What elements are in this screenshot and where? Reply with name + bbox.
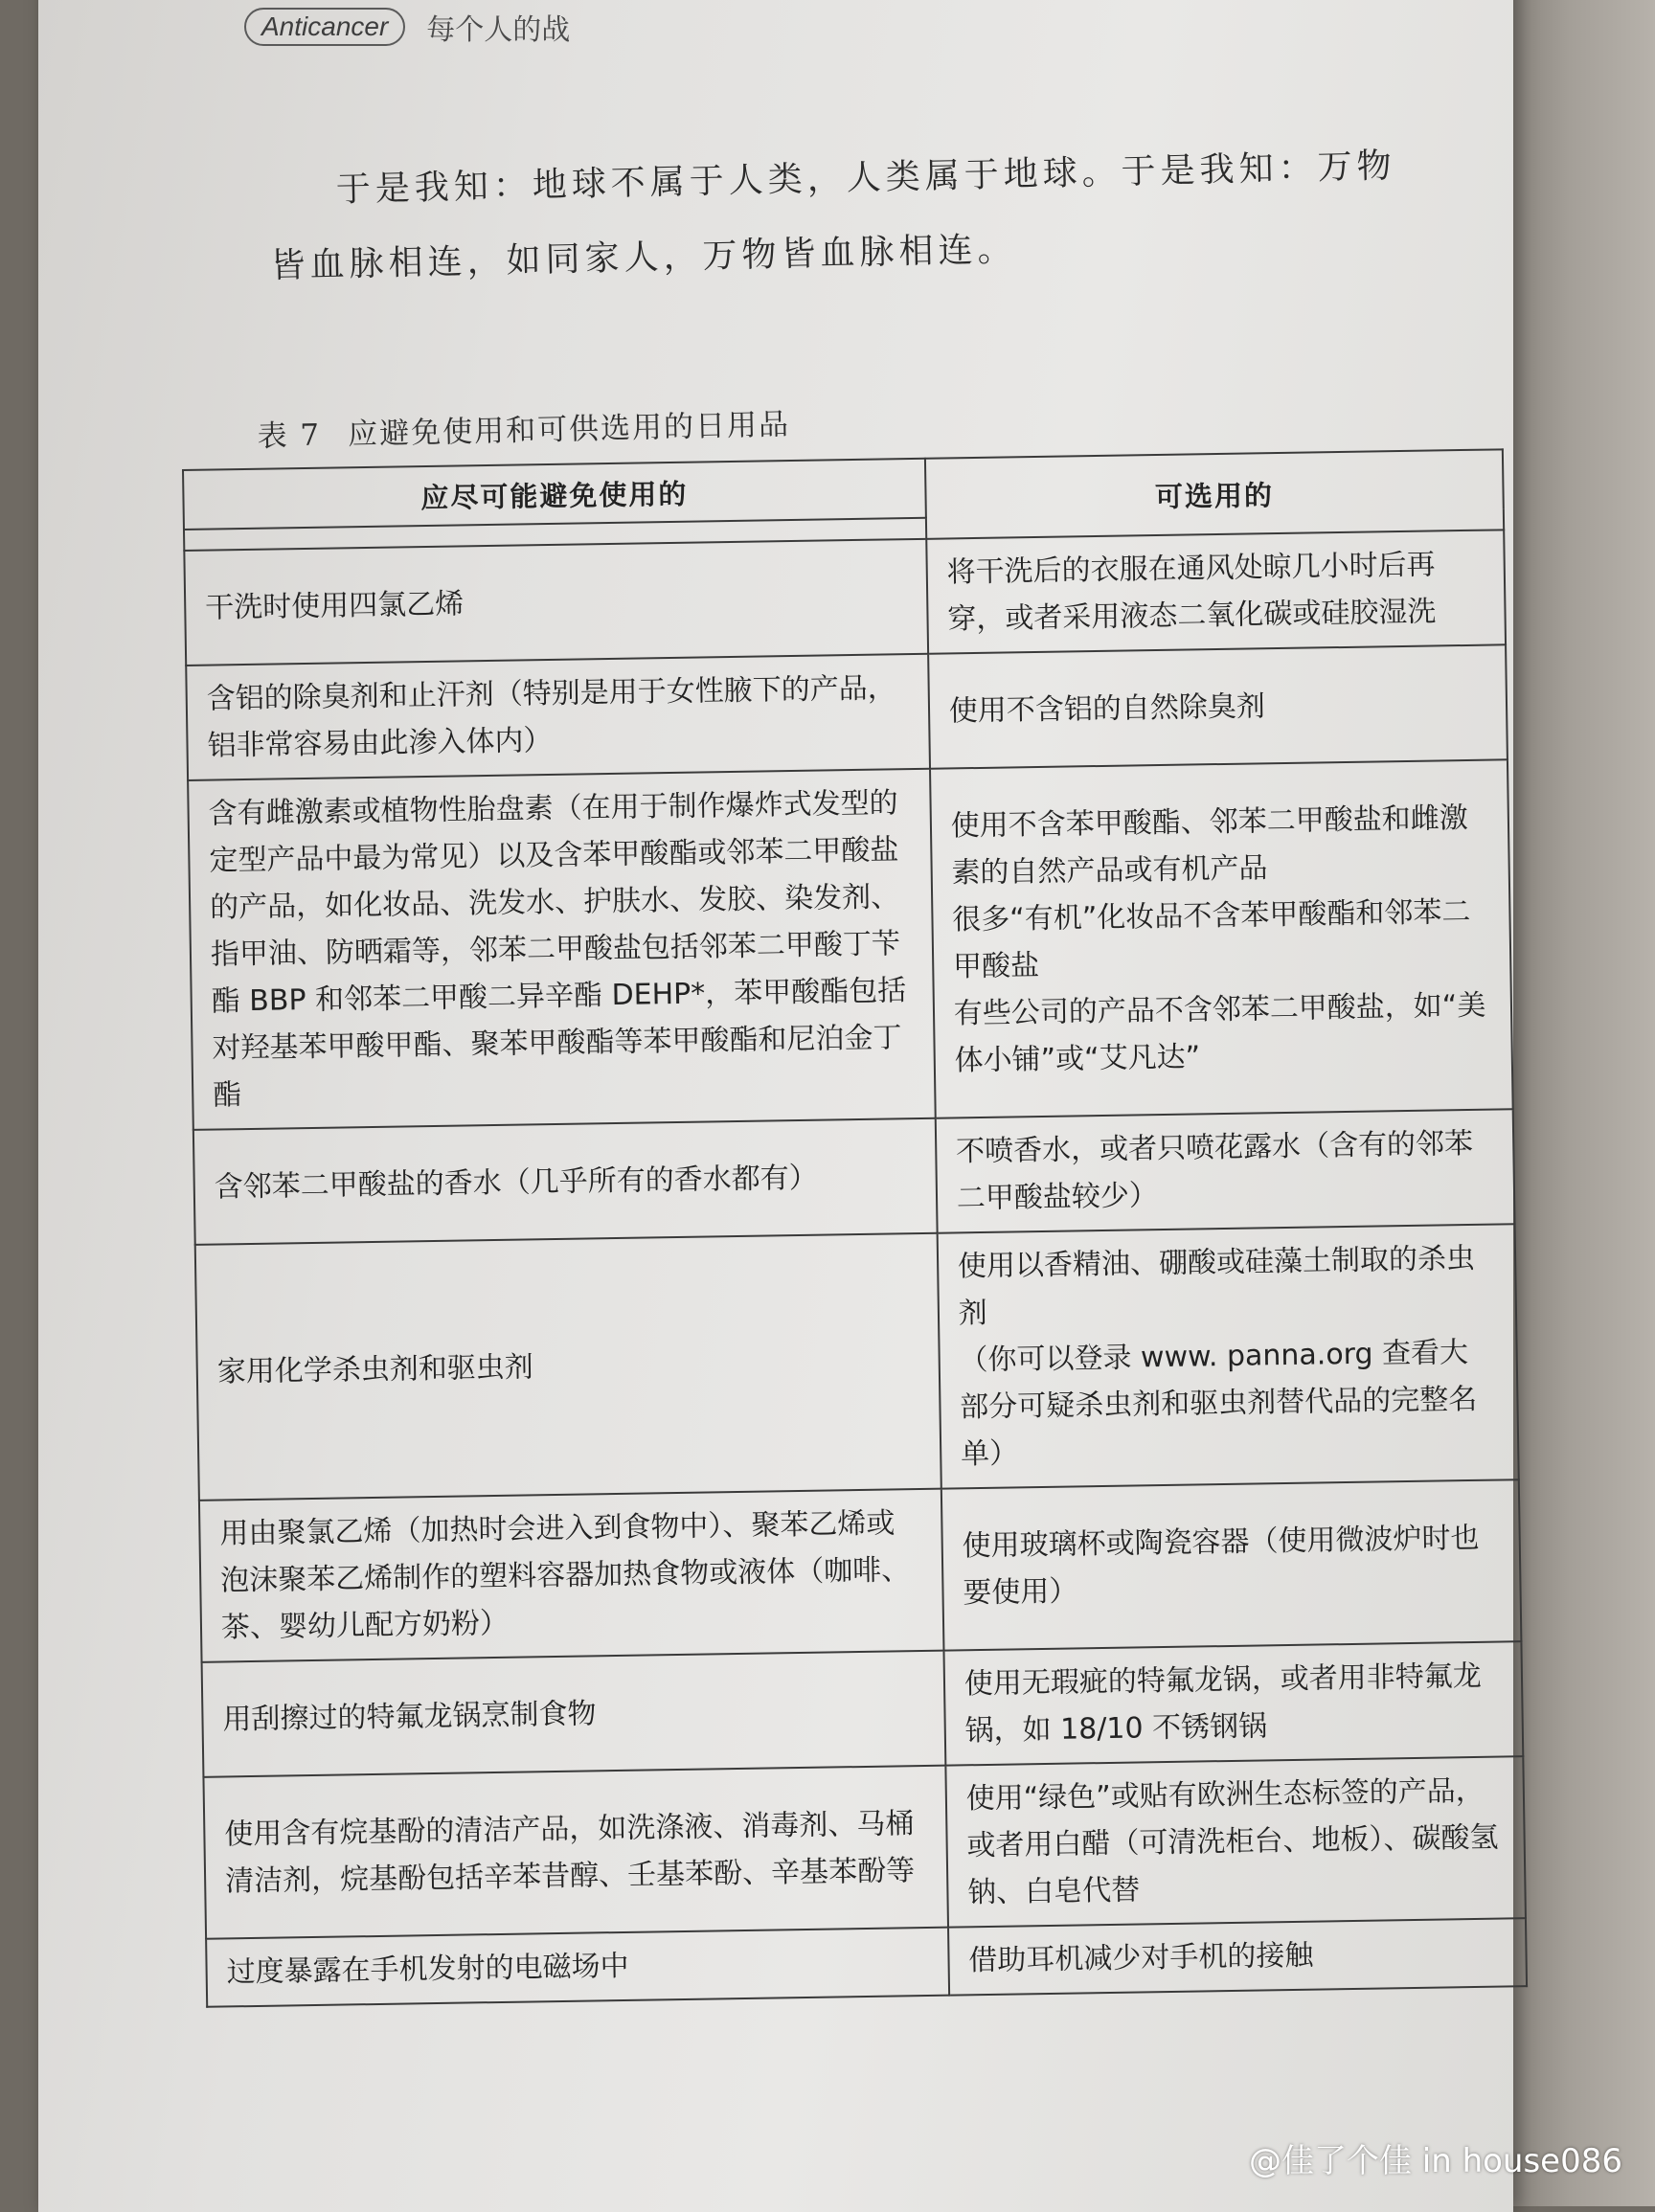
table-row xyxy=(193,1109,1515,1245)
household-products-table xyxy=(182,448,1528,2007)
alternative-cell xyxy=(937,1224,1518,1488)
table-row xyxy=(199,1479,1521,1662)
avoid-cell: 含邻苯二甲酸盐的香水（几乎所有的香水都有） xyxy=(193,1118,938,1245)
header-alternative: 可选用的 xyxy=(925,449,1504,538)
table-caption xyxy=(257,399,790,455)
page-edge xyxy=(1513,0,1655,2206)
avoid-cell: 干洗时使用四氯乙烯 xyxy=(184,539,928,666)
alternative-cell xyxy=(948,1918,1527,1995)
alternative-line: 使用不含苯甲酸酯、邻苯二甲酸盐和雌激素的自然产品或有机产品 xyxy=(950,801,1468,890)
alternative-line: 使用以香精油、硼酸或硅藻土制取的杀虫剂 xyxy=(957,1241,1476,1331)
table-row xyxy=(188,759,1513,1130)
body-line-1: 于是我知：地球不属于人类，人类属于地球。于是我知：万物 xyxy=(335,146,1397,210)
alternative-cell xyxy=(943,1641,1523,1765)
alternative-line: 将干洗后的衣服在通风处晾几小时后再穿，或者采用液态二氧化碳或硅胶湿洗 xyxy=(946,548,1437,637)
alternative-cell xyxy=(945,1756,1526,1927)
header-title: 每个人的战 xyxy=(426,13,571,47)
avoid-cell: 用由聚氯乙烯（加热时会进入到食物中）、聚苯乙烯或泡沫聚苯乙烯制作的塑料容器加热食物或液体（咖啡、茶、婴幼儿配方奶粉） xyxy=(199,1489,943,1662)
table-row xyxy=(186,644,1508,780)
table-container xyxy=(182,448,1528,2007)
body-line-2: 皆血脉相连，如同家人，万物皆血脉相连。 xyxy=(270,229,1017,286)
alternative-cell xyxy=(941,1479,1522,1650)
table-row xyxy=(184,530,1506,666)
table-row xyxy=(195,1224,1519,1501)
watermark: @佳了个佳 in house086 xyxy=(1248,2142,1622,2180)
series-badge: Anticancer xyxy=(244,8,405,46)
alternative-line: （你可以登录 www. panna.org 查看大部分可疑杀虫剂和驱虫剂替代品的完整名单） xyxy=(959,1336,1478,1472)
avoid-cell: 含铝的除臭剂和止汗剂（特别是用于女性腋下的产品，铝非常容易由此渗入体内） xyxy=(186,654,930,780)
table-title: 应避免使用和可供选用的日用品 xyxy=(347,407,791,452)
avoid-cell: 家用化学杀虫剂和驱虫剂 xyxy=(195,1233,941,1501)
alternative-line: 不喷香水，或者只喷花露水（含有的邻苯二甲酸盐较少） xyxy=(955,1126,1474,1216)
avoid-cell: 含有雌激素或植物性胎盘素（在用于制作爆炸式发型的定型产品中最为常见）以及含苯甲酸酯或邻苯二甲酸盐的产品，如化妆品、洗发水、护肤水、发胶、染发剂、指甲油、防晒霜等，邻苯二甲酸盐包括邻苯二甲酸丁苄酯 BBP 和邻苯二甲酸二异辛酯 DEHP*，苯甲酸酯包括对羟基苯甲酸甲酯、聚苯甲酸酯等苯甲酸酯和尼泊金丁酯 xyxy=(188,769,935,1130)
avoid-cell: 过度暴露在手机发射的电磁场中 xyxy=(206,1928,949,2007)
book-page xyxy=(38,0,1513,2212)
alternative-cell xyxy=(928,644,1508,768)
alternative-line: 有些公司的产品不含邻苯二甲酸盐，如“美体小铺”或“艾凡达” xyxy=(953,988,1486,1077)
table-header-row xyxy=(183,449,1504,530)
alternative-line: 借助耳机减少对手机的接触 xyxy=(968,1938,1314,1978)
alternative-line: 使用不含铝的自然除臭剂 xyxy=(948,688,1266,728)
table-row xyxy=(203,1756,1525,1939)
alternative-cell xyxy=(926,530,1506,653)
running-header xyxy=(244,0,570,56)
alternative-line: 使用无瑕疵的特氟龙锅，或者用非特氟龙锅，如 18/10 不锈钢锅 xyxy=(964,1659,1483,1749)
header-avoid: 应尽可能避免使用的 xyxy=(183,459,926,530)
table-number: 表 7 xyxy=(257,418,322,454)
alternative-line: 使用玻璃杯或陶瓷容器（使用微波炉时也要使用） xyxy=(962,1521,1480,1610)
alternative-cell xyxy=(930,759,1513,1117)
alternative-line: 使用“绿色”或贴有欧洲生态标签的产品，或者用白醋（可清洗柜台、地板）、碳酸氢钠、白皂代替 xyxy=(965,1773,1499,1910)
alternative-cell xyxy=(936,1109,1515,1232)
alternative-line: 很多“有机”化妆品不含苯甲酸酯和邻苯二甲酸盐 xyxy=(952,894,1471,983)
body-paragraph xyxy=(270,128,1440,303)
avoid-cell: 用刮擦过的特氟龙锅烹制食物 xyxy=(202,1651,946,1777)
table-row xyxy=(202,1641,1524,1777)
avoid-cell: 使用含有烷基酚的清洁产品，如洗涤液、消毒剂、马桶清洁剂，烷基酚包括辛苯昔醇、壬基苯酚、辛基苯酚等 xyxy=(203,1766,947,1939)
